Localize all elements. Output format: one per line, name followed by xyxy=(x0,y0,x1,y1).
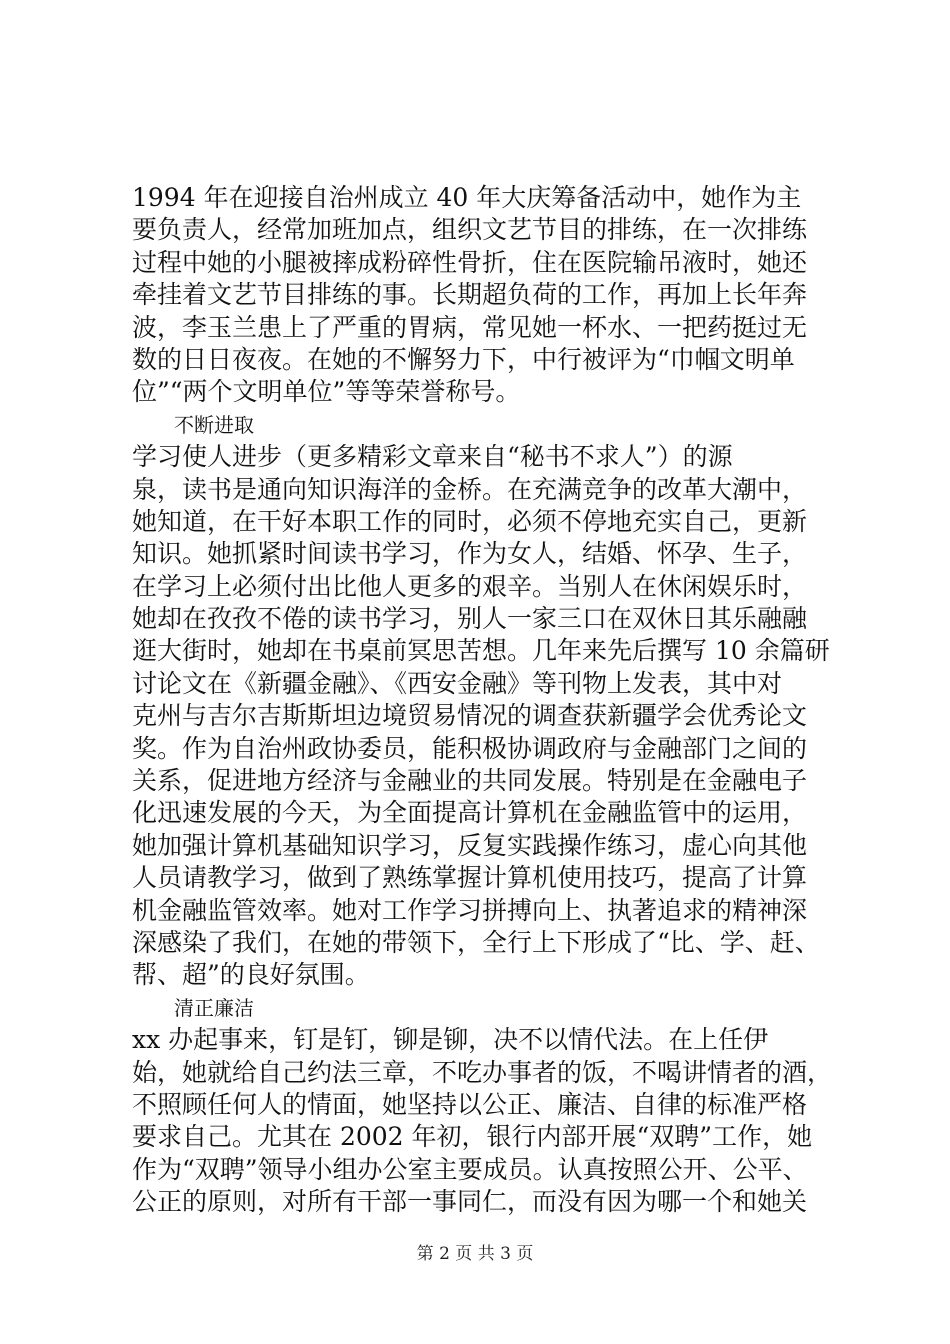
body-line: 位”“两个文明单位”等等荣誉称号。 xyxy=(132,377,521,407)
body-line: 要求自己。尤其在 2002 年初，银行内部开展“双聘”工作，她 xyxy=(132,1122,813,1152)
section-heading: 不断进取 xyxy=(174,412,254,437)
body-line: 人员请教学习，做到了熟练掌握计算机使用技巧，提高了计算 xyxy=(132,863,808,893)
body-line: 公正的原则，对所有干部一事同仁，而没有因为哪一个和她关 xyxy=(132,1187,808,1217)
body-line: 泉，读书是通向知识海洋的金桥。在充满竞争的改革大潮中， xyxy=(132,474,808,504)
body-line: 过程中她的小腿被摔成粉碎性骨折，住在医院输吊液时，她还 xyxy=(132,247,808,277)
body-line: 她加强计算机基础知识学习，反复实践操作练习，虚心向其他 xyxy=(132,830,808,860)
body-line: 知识。她抓紧时间读书学习，作为女人，结婚、怀孕、生子， xyxy=(132,539,808,569)
body-line: 她却在孜孜不倦的读书学习，别人一家三口在双休日其乐融融 xyxy=(132,604,808,634)
body-line: 要负责人，经常加班加点，组织文艺节目的排练，在一次排练 xyxy=(132,215,808,245)
body-line: 在学习上必须付出比他人更多的艰辛。当别人在休闲娱乐时， xyxy=(132,571,808,601)
body-line: 机金融监管效率。她对工作学习拼搏向上、执著追求的精神深 xyxy=(132,895,808,925)
body-line: 始，她就给自己约法三章，不吃办事者的饭，不喝讲情者的酒， xyxy=(132,1057,833,1087)
body-line: 奖。作为自治州政协委员，能积极协调政府与金融部门之间的 xyxy=(132,733,808,763)
page-footer: 第 2 页 共 3 页 xyxy=(416,1244,534,1264)
body-line: 帮、超”的良好氛围。 xyxy=(132,960,370,990)
body-line: 逛大街时，她却在书桌前冥思苦想。几年来先后撰写 10 余篇研 xyxy=(132,636,830,666)
body-line: 她知道，在干好本职工作的同时，必须不停地充实自己，更新 xyxy=(132,506,808,536)
body-line: 化迅速发展的今天，为全面提高计算机在金融监管中的运用， xyxy=(132,798,808,828)
body-line: 讨论文在《新疆金融》、《西安金融》等刊物上发表，其中对 xyxy=(132,668,783,698)
body-line: 数的日日夜夜。在她的不懈努力下，中行被评为“巾帼文明单 xyxy=(132,344,795,374)
body-line: 深感染了我们，在她的带领下，全行上下形成了“比、学、赶、 xyxy=(132,927,820,957)
body-line: 关系，促进地方经济与金融业的共同发展。特别是在金融电子 xyxy=(132,766,808,796)
body-line: 波，李玉兰患上了严重的胃病，常见她一杯水、一把药挺过无 xyxy=(132,312,808,342)
body-line: 克州与吉尔吉斯斯坦边境贸易情况的调查获新疆学会优秀论文 xyxy=(132,701,808,731)
document-body xyxy=(132,182,832,1219)
body-line: 不照顾任何人的情面，她坚持以公正、廉洁、自律的标准严格 xyxy=(132,1089,808,1119)
body-line: xx 办起事来，钉是钉，铆是铆，决不以情代法。在上任伊 xyxy=(132,1025,769,1055)
body-line: 作为“双聘”领导小组办公室主要成员。认真按照公开、公平、 xyxy=(132,1154,808,1184)
body-line: 学习使人进步（更多精彩文章来自“秘书不求人”）的源 xyxy=(132,442,733,472)
body-line: 牵挂着文艺节目排练的事。长期超负荷的工作，再加上长年奔 xyxy=(132,280,808,310)
section-heading: 清正廉洁 xyxy=(174,995,254,1020)
body-line: 1994 年在迎接自治州成立 40 年大庆筹备活动中，她作为主 xyxy=(132,183,802,212)
